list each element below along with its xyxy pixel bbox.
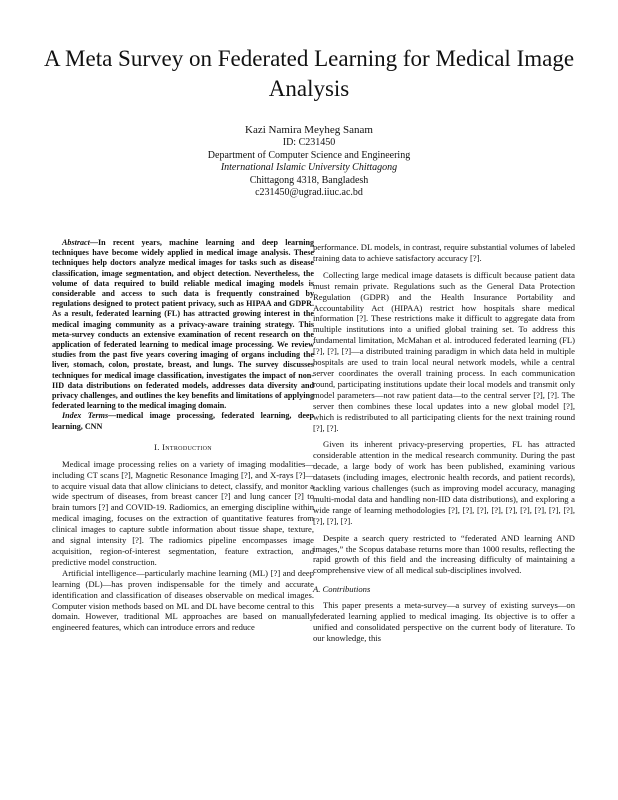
right-paragraph-3: Given its inherent privacy-preserving properties, FL has attracted considerable attention in the medical research community. During the past decade, a large body of work has been published, examining various datasets (including images, electronic health records, and patient records), tackling various challenges (such as improving model accuracy, managing multi-modal data and handling non-IID data distributions), and exploring a wide range of learning methodologies [?], [?], [?], [?], [?], [?], [?], [?], [?], [?], [?], [?]. — [313, 439, 575, 526]
right-paragraph-1: performance. DL models, in contrast, require substantial volumes of labeled training data to achieve satisfactory accuracy [?]. — [313, 242, 575, 263]
right-column — [313, 242, 575, 644]
author-block — [100, 123, 518, 200]
index-terms-label: Index Terms — [62, 411, 109, 421]
author-university: International Islamic University Chittagong — [220, 162, 398, 174]
index-terms — [52, 411, 314, 431]
author-name: Kazi Namira Meyheg Sanam — [245, 124, 373, 136]
section-numeral: I. — [154, 441, 163, 452]
abstract-label: Abstract — [62, 238, 90, 247]
abstract-text: —In recent years, machine learning and deep learning techniques have become widely applied in medical image analysis. These techniques help doctors analyze medical images for tasks such as disease classification, image segmentation, and object detection. Nevertheless, the volume of data required to build reliable medical imaging models is considerable and access to such data is frequently constrained by regulations designed to protect patient privacy, such as HIPAA and GDPR. As a result, federated learning (FL) has attracted growing interest in the medical imaging community as a privacy-aware training strategy. This meta-survey conducts an extensive examination of recent research on the application of federated learning to medical image processing. We review studies from the past five years covering imaging of organs including the liver, stomach, colon, prostate, breast, and lungs. The survey discusses techniques for medical image classification, investigates the impact of non-IID data distributions on federated models, addresses data diversity and privacy challenges, and outlines the key benefits and limitations of applying federated learning to the medical imaging domain. — [52, 238, 314, 411]
intro-paragraph-2: Artificial intelligence—particularly machine learning (ML) [?] and deep learning (DL)—has proven indispensable for the timely and accurate identification and classification of diseases observable on medical images. Computer vision methods based on ML and DL have become central to this domain. However, traditional ML approaches are based on manually engineered features, which can introduce errors and reduce — [52, 567, 314, 633]
left-column — [52, 238, 314, 633]
section-title: Introduction — [162, 441, 212, 452]
right-paragraph-2: Collecting large medical image datasets is difficult because patient data must remain private. Regulations such as the General Data Protection Regulation (GDPR) and the Health Insurance Portability and Accountability Act (HIPAA) restrict how hospitals share medical information [?]. These restrictions make it difficult to aggregate data from multiple institutions into a unified global training set. To address this fundamental limitation, McMahan et al. introduced federated learning (FL) [?], [?], [?]—a distributed training paradigm in which data held in multiple hospitals are used to train local neural network models, while a central server coordinates the overall training process. In each communication round, participating institutions update their local models and transmit only model parameters—not raw patient data—to the central server [?], [?]. The server then combines these local updates into a new global model [?], which is redistributed to all participating clients for the next training round [?], [?]. — [313, 269, 575, 433]
index-terms-text: —medical image processing, federated learning, deep learning, CNN — [52, 411, 315, 431]
abstract — [52, 238, 314, 411]
section-heading-introduction — [52, 442, 314, 453]
contributions-paragraph-1: This paper presents a meta-survey—a survey of existing surveys—on federated learning applied to medical imaging. Its objective is to offer a unified and consolidated perspective on the current body of literature. To our knowledge, this — [313, 600, 575, 643]
right-paragraph-4: Despite a search query restricted to “federated AND learning AND images,” the Scopus database returns more than 1000 results, reflecting the rapid growth of this field and the increasing difficulty of maintaining a comprehensive view of all medical sub-disciplines involved. — [313, 532, 575, 576]
author-email: c231450@ugrad.iiuc.ac.bd — [255, 187, 363, 199]
intro-paragraph-1: Medical image processing relies on a variety of imaging modalities—including CT scans [?], Magnetic Resonance Imaging [?], and X-rays [?]—to acquire visual data that allow clinicians to detect, classify, and monitor a wide spectrum of diseases, from breast cancer [?] and lung cancer [?] to brain tumors [?] and COVID-19. Radiomics, an emerging discipline within medical imaging, focuses on the extraction of quantitative features from clinical images to capture subtle information about tissue shape, texture, and signal intensity [?]. The radiomics pipeline encompasses image acquisition, region-of-interest segmentation, feature extraction, and predictive model construction. — [52, 458, 314, 567]
paper-title: A Meta Survey on Federated Learning for Medical Image Analysis — [43, 46, 575, 101]
author-id: ID: C231450 — [282, 137, 336, 148]
subsection-heading-contributions: A. Contributions — [313, 584, 371, 595]
author-department: Department of Computer Science and Engineering — [207, 149, 411, 161]
author-location: Chittagong 4318, Bangladesh — [249, 174, 369, 186]
